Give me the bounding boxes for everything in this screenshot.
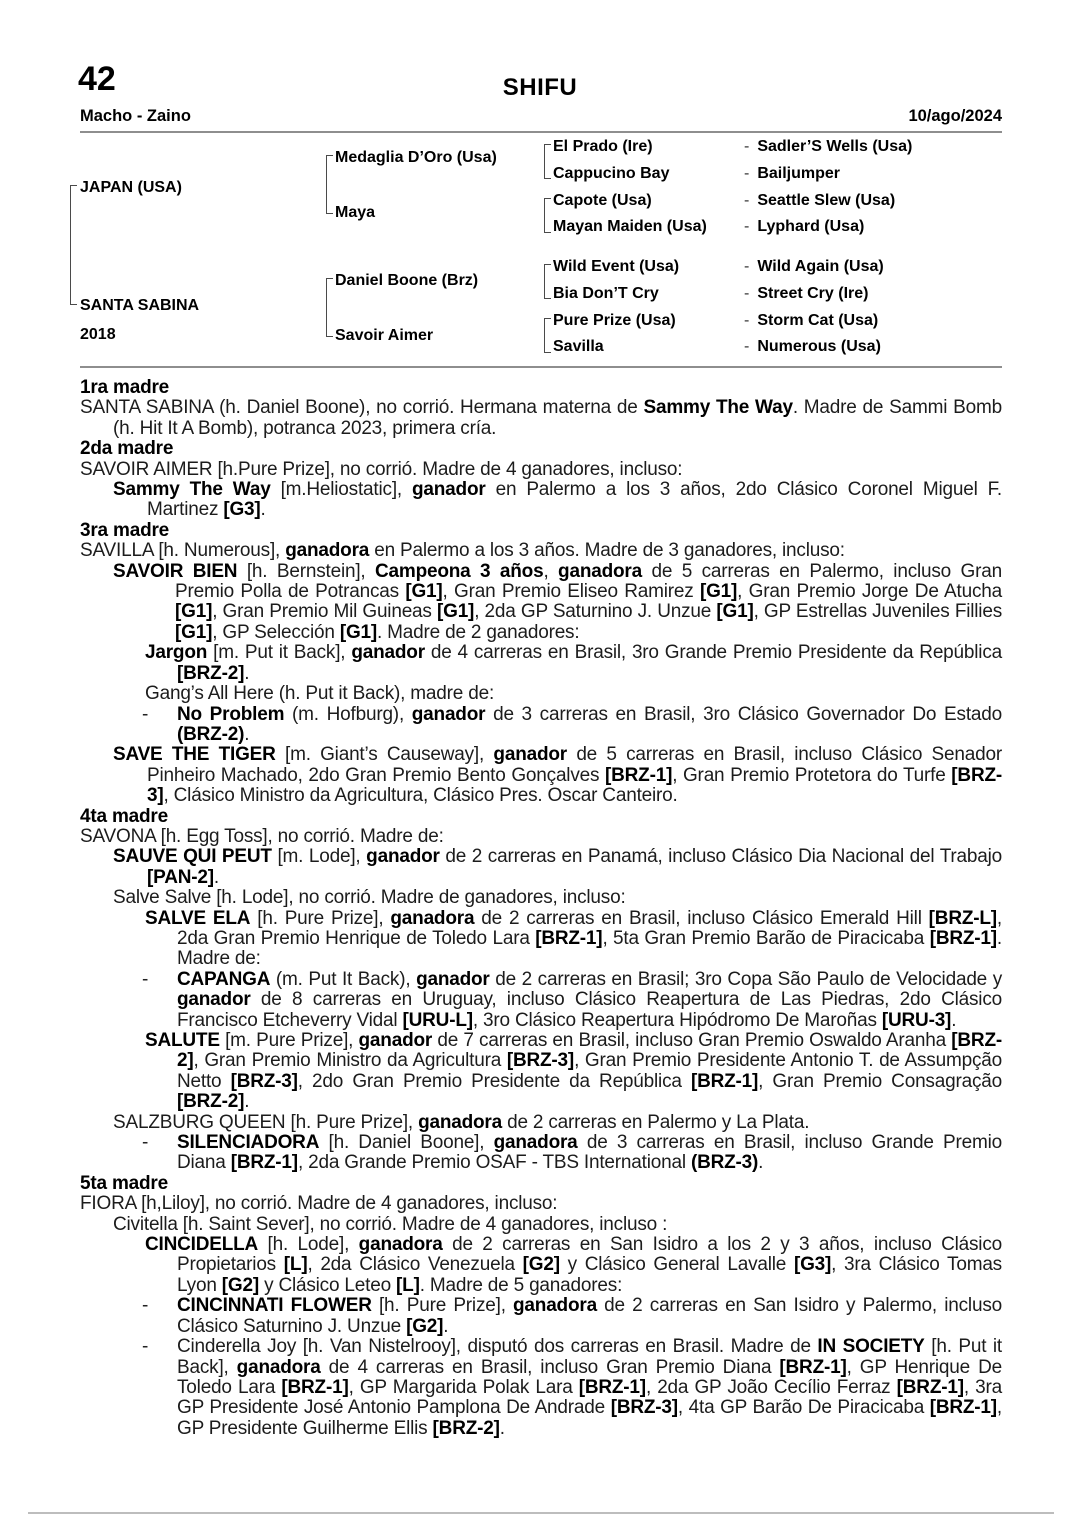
pedigree-name: Street Cry (Ire) [757, 285, 869, 302]
text-run: . [213, 866, 219, 888]
text-run: SANTA SABINA (h. Daniel Boone), no corrió. Hermana materna de [80, 397, 644, 419]
footer-rule [28, 1512, 1054, 1514]
bold-run: CINCINNATI FLOWER [177, 1295, 372, 1317]
text-run: de 2 carreras en San Isidro a los 2 y 3 años, incluso Clásico Propietarios [177, 1234, 1002, 1276]
text-run: , GP Margarida Polak Lara [348, 1376, 579, 1398]
text-run: [h. Pure Prize], [371, 1295, 514, 1317]
text-run: . [499, 1417, 505, 1439]
bold-run: Campeona 3 años [375, 560, 544, 582]
gen2-bracket [326, 278, 333, 337]
family-paragraph [80, 643, 1002, 684]
dash-icon: - [744, 138, 750, 155]
text-run: [m. Put it Back], [207, 642, 352, 664]
family-paragraph [80, 460, 1002, 480]
family-paragraph [80, 1296, 1002, 1337]
pedigree-entry [744, 138, 912, 156]
bold-run: ganador [177, 989, 251, 1011]
text-run: . [260, 499, 266, 521]
dash-icon: - [142, 703, 149, 725]
dash-icon: - [744, 258, 750, 275]
bold-run: ganador [493, 744, 567, 766]
bold-run: [BRZ-L] [928, 907, 997, 929]
text-run: . Madre de: [177, 927, 1002, 970]
dash-icon: - [142, 1295, 149, 1317]
text-run: , 2do Gran Premio Presidente da República [297, 1070, 691, 1092]
dash-icon: - [744, 192, 750, 209]
bold-run: ganador [351, 642, 425, 664]
bold-run: [BRZ-1] [929, 927, 997, 949]
family-paragraph [80, 684, 1002, 704]
bold-run: CINCIDELLA [145, 1234, 259, 1256]
pedigree-rule [80, 366, 1002, 368]
bold-run: [G1] [436, 601, 475, 623]
text-run: , [543, 560, 559, 582]
bold-run: [PAN-2] [147, 866, 214, 888]
text-run: SAVILLA [h. Numerous], [80, 540, 286, 562]
text-run: en Palermo a los 3 años, 2do Clásico Coronel Miguel F. Martinez [147, 479, 1002, 521]
bold-run: ganador [411, 703, 486, 725]
family-paragraph [80, 541, 1002, 561]
text-run: (m. Hofburg), [284, 703, 412, 725]
family-paragraph [80, 1031, 1002, 1113]
text-run: , Gran Premio Jorge De Atucha [737, 581, 1003, 603]
text-run: de 2 carreras en Palermo y La Plata. [502, 1111, 810, 1133]
bold-run: [URU-L] [402, 1009, 473, 1031]
family-notes [80, 378, 1002, 1439]
text-run: . [951, 1009, 957, 1031]
header-rule [80, 131, 1002, 133]
text-run: , 3ra GP Presidente José Antonio Pamplona De Andrade [177, 1376, 1002, 1419]
bold-run: [BRZ-2] [177, 662, 245, 684]
pedigree-entry [744, 338, 881, 356]
bold-run: [BRZ-2] [177, 1091, 245, 1113]
bold-run: [G2] [522, 1254, 560, 1276]
pedigree-name: Savoir Aimer [335, 327, 434, 344]
section-heading: 5ta madre [80, 1172, 168, 1194]
bold-run: [BRZ-1] [578, 1376, 646, 1398]
pedigree-entry [744, 165, 840, 183]
text-run: . [244, 723, 250, 745]
bold-run: (BRZ-2) [177, 723, 245, 745]
text-run: , GP Presidente Guilherme Ellis [177, 1397, 1003, 1439]
text-run: , Gran Premio Presidente Antonio T. de Assumpção Netto [177, 1050, 1002, 1092]
bold-run: [G1] [175, 621, 213, 643]
pedigree-entry [744, 258, 884, 276]
sale-date: 10/ago/2024 [908, 107, 1002, 125]
section-heading: 2da madre [80, 438, 174, 460]
gen3-bracket [544, 264, 551, 299]
pedigree-name: El Prado (Ire) [553, 138, 653, 155]
bold-run: [BRZ-1] [281, 1376, 349, 1398]
bold-run: SAUVE QUI PEUT [113, 846, 272, 868]
bold-run: Sammy The Way [113, 479, 271, 501]
bold-run: [BRZ-1] [690, 1070, 759, 1092]
text-run: SAVOIR AIMER [h.Pure Prize], no corrió. Madre de 4 ganadores, incluso: [80, 458, 683, 480]
family-paragraph [80, 1215, 1002, 1235]
text-run: SAVONA [h. Egg Toss], no corrió. Madre de: [80, 825, 444, 847]
text-run: [h. Put it Back], [177, 1336, 1002, 1378]
text-run: . Madre de 5 ganadores: [419, 1274, 623, 1296]
text-run: Salve Salve [h. Lode], no corrió. Madre de ganadores, incluso: [113, 887, 626, 909]
text-run: de 7 carreras en Brasil, incluso Gran Premio Oswaldo Aranha [432, 1030, 952, 1051]
text-run: Civitella [h. Saint Sever], no corrió. Madre de 4 ganadores, incluso : [113, 1213, 668, 1235]
text-run: de 5 carreras en Brasil, incluso Clásico Senador Pinheiro Machado, 2do Gran Premio Bento Gonçalves [147, 744, 1002, 786]
bold-run: [G3] [223, 499, 261, 521]
dash-icon: - [744, 338, 750, 355]
bold-run: [BRZ-2] [177, 1030, 1002, 1072]
horse-name-title: SHIFU [502, 74, 578, 101]
bold-run: ganador [366, 846, 440, 868]
pedigree-name: Storm Cat (Usa) [757, 312, 879, 329]
text-run: y Clásico Leteo [258, 1274, 397, 1296]
pedigree-name: Bia Don’T Cry [553, 285, 659, 302]
bold-run: [BRZ-1] [605, 764, 673, 786]
text-run: [h. Bernstein], [237, 560, 375, 582]
text-run: , 2da Clásico Venezuela [307, 1254, 523, 1276]
bold-run: [BRZ-2] [432, 1417, 500, 1439]
bold-run: SALVE ELA [145, 907, 251, 929]
bold-run: CAPANGA [177, 968, 271, 990]
family-paragraph [80, 745, 1002, 806]
family-paragraph [80, 1235, 1002, 1296]
bold-run: [BRZ-3] [610, 1397, 678, 1419]
text-run: , GP Selección [212, 621, 340, 643]
bold-run: ganadora [558, 560, 642, 582]
family-paragraph [80, 562, 1002, 644]
family-paragraph [80, 847, 1002, 888]
bold-run: [BRZ-1] [779, 1356, 847, 1378]
dash-icon: - [744, 285, 750, 302]
bold-run: [G2] [221, 1274, 259, 1296]
text-run: . Madre de 2 ganadores: [377, 621, 580, 643]
bold-run: No Problem [177, 703, 285, 725]
bold-run: [L] [396, 1274, 420, 1296]
text-run: Cinderella Joy [h. Van Nistelrooy], disputó dos carreras en Brasil. Madre de [177, 1336, 818, 1358]
bold-run: [BRZ-1] [896, 1376, 964, 1398]
pedigree-name: Bailjumper [757, 165, 841, 182]
dash-icon: - [142, 1132, 149, 1154]
bold-run: [G3] [793, 1254, 832, 1276]
bold-run: SALUTE [145, 1030, 220, 1051]
pedigree-entry [744, 192, 895, 210]
bold-run: [BRZ-3] [506, 1050, 575, 1072]
text-run: , 5ta Gran Premio Barão de Piracicaba [602, 927, 930, 949]
text-run: , Gran Premio Mil Guineas [212, 601, 437, 623]
pedigree-name: Daniel Boone (Brz) [335, 272, 479, 289]
bold-run: [BRZ-3] [147, 764, 1002, 807]
pedigree-name: Maya [335, 204, 376, 221]
gen3-bracket [544, 198, 551, 233]
family-paragraph [80, 480, 1002, 521]
text-run: y Clásico General Lavalle [559, 1254, 794, 1276]
pedigree-name: Numerous (Usa) [757, 338, 881, 355]
pedigree-name: Savilla [553, 338, 604, 355]
bold-run: ganadora [236, 1356, 321, 1378]
text-run: , Gran Premio Consagração [758, 1070, 1002, 1092]
bold-run: [BRZ-1] [929, 1397, 997, 1419]
text-run: de 4 carreras en Brasil, 3ro Grande Premio Presidente da República [424, 642, 1002, 664]
pedigree-dam-year: 2018 [80, 326, 116, 343]
text-run: , 4ta GP Barão De Piracicaba [677, 1397, 930, 1419]
bold-run: Sammy The Way [643, 397, 793, 419]
pedigree-name: Cappucino Bay [553, 165, 670, 182]
bold-run: ganador [358, 1030, 433, 1051]
text-run: . [758, 1152, 764, 1174]
bold-run: [BRZ-3] [230, 1070, 298, 1092]
pedigree-entry [744, 285, 868, 303]
bold-run: SAVOIR BIEN [113, 560, 238, 582]
text-run: , Clásico Ministro da Agricultura, Clásico Pres. Oscar Canteiro. [163, 785, 678, 807]
dash-icon: - [744, 312, 750, 329]
text-run: [m. Lode], [271, 846, 367, 868]
bold-run: Jargon [145, 642, 208, 664]
bold-run: [G1] [339, 621, 378, 643]
text-run: , 2da GP João Cecílio Ferraz [645, 1376, 897, 1398]
pedigree-entry [744, 218, 864, 236]
text-run: , Gran Premio Protetora do Turfe [672, 764, 952, 786]
dash-icon: - [744, 218, 750, 235]
pedigree-sire: JAPAN (USA) [80, 179, 182, 196]
text-run: , 3ra Clásico Tomas Lyon [177, 1254, 1002, 1296]
bold-run: [G1] [405, 581, 443, 603]
gen3-bracket [544, 318, 551, 353]
pedigree-name: Lyphard (Usa) [757, 218, 865, 235]
bold-run: ganadora [358, 1234, 443, 1256]
section-heading: 3ra madre [80, 519, 170, 541]
text-run: , GP Henrique De Toledo Lara [177, 1356, 1002, 1398]
pedigree-name: Mayan Maiden (Usa) [553, 218, 707, 235]
bold-run: ganador [416, 968, 490, 990]
bold-run: [G1] [175, 601, 213, 623]
text-run: (m. Put It Back), [270, 968, 417, 990]
family-paragraph [80, 1113, 1002, 1133]
bold-run: (BRZ-3) [690, 1152, 759, 1174]
pedigree-name: Pure Prize (Usa) [553, 312, 676, 329]
bold-run: [G2] [406, 1315, 444, 1337]
text-run: de 3 carreras en Brasil, incluso Grande Premio Diana [177, 1132, 1002, 1174]
text-run: de 8 carreras en Uruguay, incluso Clásico Reapertura de Las Piedras, 2do Clásico Francisco Etcheverry Vidal [177, 989, 1002, 1031]
family-paragraph [80, 888, 1002, 908]
text-run: de 5 carreras en Palermo, incluso Gran Premio Polla de Potrancas [175, 560, 1002, 603]
pedigree-dam: SANTA SABINA [80, 297, 200, 314]
text-run: , 2da Grande Premio OSAF - TBS International [297, 1152, 691, 1174]
bold-run: ganadora [285, 540, 370, 562]
bold-run: SILENCIADORA [177, 1132, 320, 1154]
sex-coat-label: Macho - Zaino [80, 107, 191, 125]
family-paragraph [80, 398, 1002, 439]
text-run: , Gran Premio Ministro da Agricultura [193, 1050, 507, 1072]
bold-run: SAVE THE TIGER [113, 744, 276, 766]
text-run: , GP Estrellas Juveniles Fillies [753, 601, 1002, 623]
text-run: SALZBURG QUEEN [h. Pure Prize], [113, 1111, 419, 1133]
bold-run: [G1] [699, 581, 738, 603]
dash-icon: - [142, 968, 149, 990]
pedigree-name: Wild Again (Usa) [757, 258, 884, 275]
pedigree-name: Wild Event (Usa) [553, 258, 680, 275]
bold-run: ganadora [513, 1295, 597, 1317]
text-run: [m.Heliostatic], [270, 479, 412, 501]
lot-number: 42 [78, 60, 116, 98]
pedigree-name: Seattle Slew (Usa) [757, 192, 896, 209]
section-heading: 1ra madre [80, 377, 170, 398]
pedigree-name: Medaglia D’Oro (Usa) [335, 149, 497, 166]
pedigree-entry [744, 312, 878, 330]
text-run: de 4 carreras en Brasil, incluso Gran Premio Diana [320, 1356, 780, 1378]
bold-run: IN SOCIETY [817, 1336, 925, 1358]
family-paragraph [80, 1133, 1002, 1174]
text-run: de 2 carreras en Panamá, incluso Clásico Dia Nacional del Trabajo [439, 846, 1003, 868]
bold-run: ganadora [390, 907, 475, 929]
text-run: , 2da Gran Premio Henrique de Toledo Lara [177, 907, 1003, 949]
text-run: [h. Pure Prize], [250, 907, 391, 929]
gen3-bracket [544, 144, 551, 179]
bold-run: [BRZ-1] [535, 927, 603, 949]
text-run: , 3ro Clásico Reapertura Hipódromo De Maroñas [472, 1009, 882, 1031]
text-run: , Gran Premio Eliseo Ramirez [442, 581, 700, 603]
family-paragraph [80, 1194, 1002, 1214]
text-run: en Palermo a los 3 años. Madre de 3 ganadores, incluso: [369, 540, 845, 562]
dash-icon: - [744, 165, 750, 182]
text-run: . [443, 1315, 449, 1337]
bold-run: ganador [412, 479, 486, 501]
bold-run: [URU-3] [881, 1009, 952, 1031]
pedigree-name: Sadler’S Wells (Usa) [757, 138, 913, 155]
bold-run: [BRZ-1] [230, 1152, 298, 1174]
bold-run: ganadora [418, 1111, 502, 1133]
family-paragraph [80, 909, 1002, 970]
bold-run: ganadora [493, 1132, 578, 1154]
text-run: [m. Giant’s Causeway], [275, 744, 494, 766]
text-run: de 2 carreras en San Isidro y Palermo, incluso Clásico Saturnino J. Unzue [177, 1295, 1002, 1337]
text-run: [h. Daniel Boone], [319, 1132, 494, 1154]
text-run: de 3 carreras en Brasil, 3ro Clásico Governador Do Estado [485, 703, 1002, 725]
text-run: [h. Lode], [258, 1234, 359, 1256]
gen2-bracket [326, 155, 333, 214]
text-run: Gang’s All Here (h. Put it Back), madre de: [145, 683, 495, 705]
text-run: . [244, 1091, 250, 1113]
section-heading: 4ta madre [80, 805, 168, 827]
text-run: de 2 carreras en Brasil; 3ro Copa São Paulo de Velocidade y [489, 968, 1003, 990]
text-run: de 2 carreras en Brasil, incluso Clásico Emerald Hill [474, 907, 929, 929]
dash-icon: - [142, 1336, 149, 1358]
bold-run: [L] [283, 1254, 308, 1276]
text-run: . Madre de Sammi Bomb (h. Hit It A Bomb), potranca 2023, primera cría. [113, 397, 1002, 439]
text-run: . [244, 662, 250, 684]
gen1-bracket [70, 185, 77, 305]
family-paragraph [80, 970, 1002, 1031]
family-paragraph [80, 1337, 1002, 1439]
family-paragraph [80, 827, 1002, 847]
text-run: FIORA [h,Liloy], no corrió. Madre de 4 ganadores, incluso: [80, 1193, 558, 1215]
pedigree-name: Capote (Usa) [553, 192, 652, 209]
text-run: , 2da GP Saturnino J. Unzue [474, 601, 717, 623]
family-paragraph [80, 705, 1002, 746]
text-run: [m. Pure Prize], [219, 1030, 359, 1051]
bold-run: [G1] [716, 601, 754, 623]
